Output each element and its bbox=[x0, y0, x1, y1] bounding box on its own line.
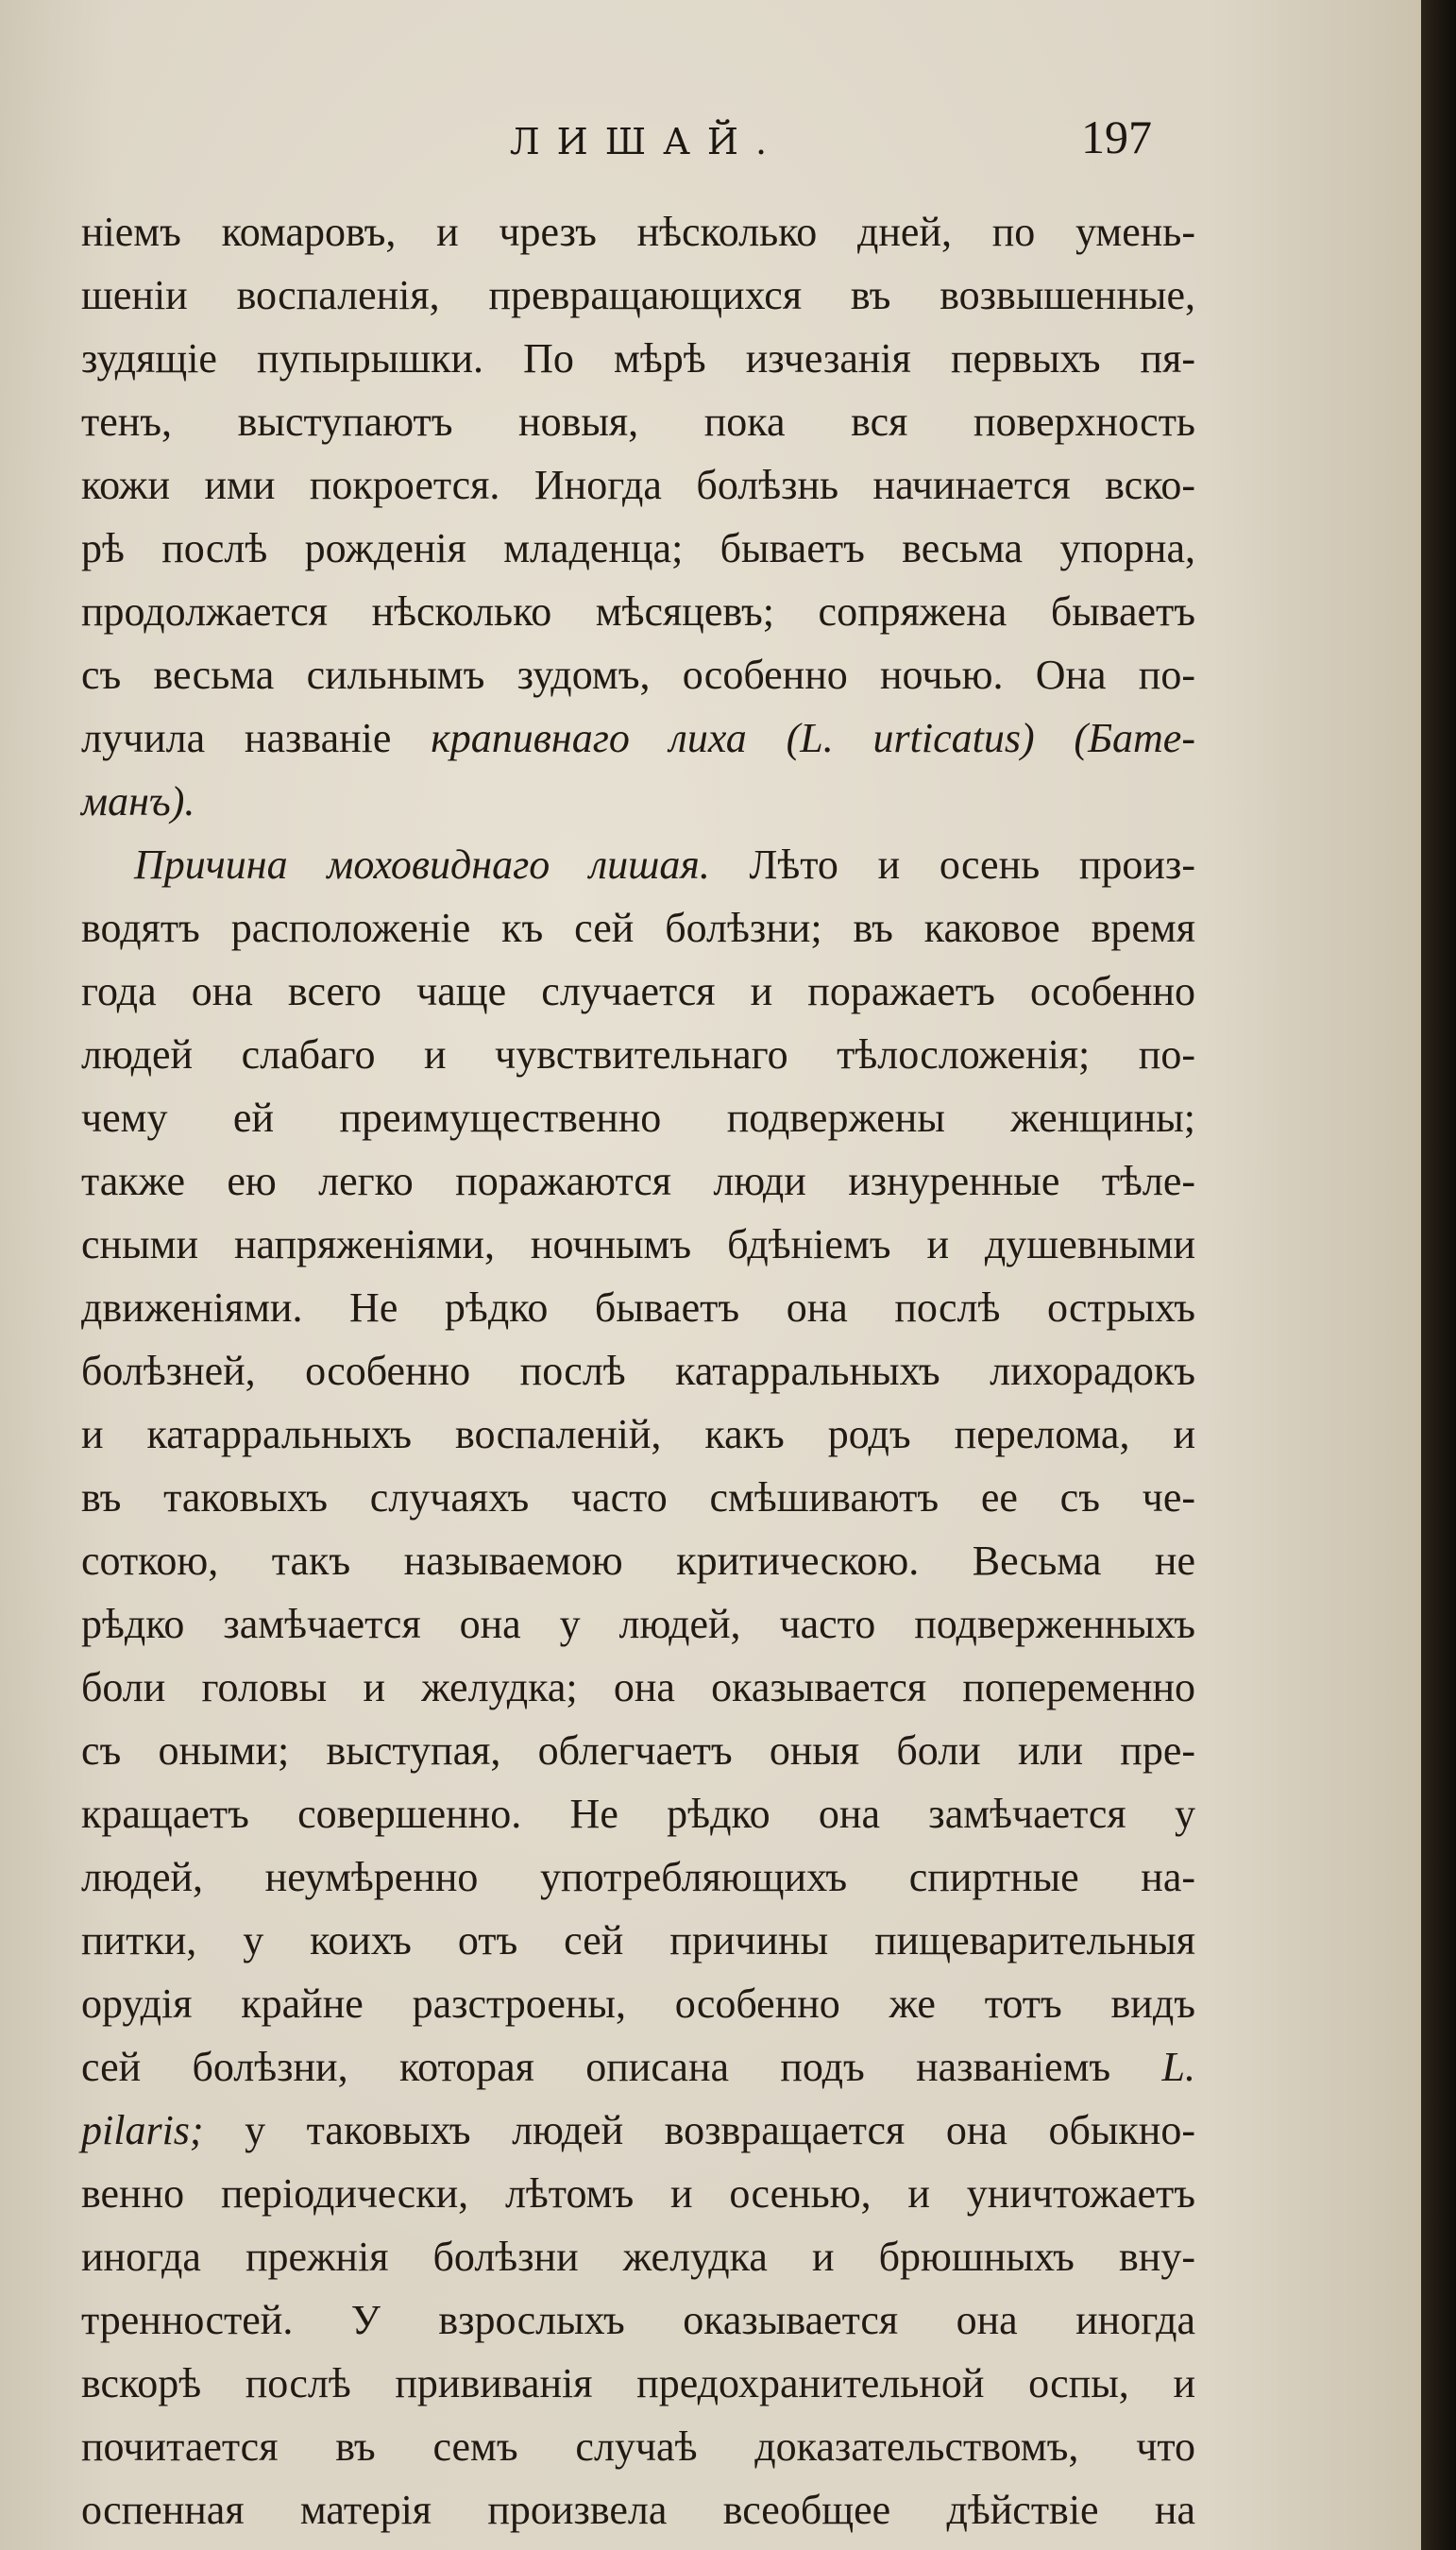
text-line bbox=[81, 2225, 1195, 2288]
text-line bbox=[81, 1592, 1195, 1656]
italic-text: манъ). bbox=[81, 778, 195, 824]
text-segment: почитается въ семъ случаѣ доказательствомъ, что bbox=[81, 2423, 1195, 2470]
text-segment: тенъ, выступаютъ новыя, пока вся поверхность bbox=[81, 399, 1195, 445]
text-line bbox=[81, 1656, 1195, 1719]
text-line bbox=[81, 1276, 1195, 1339]
text-line bbox=[81, 200, 1195, 264]
text-line bbox=[81, 833, 1195, 896]
text-line bbox=[81, 517, 1195, 580]
text-line bbox=[81, 264, 1195, 327]
text-line bbox=[81, 1023, 1195, 1086]
text-segment: питки, у коихъ отъ сей причины пищеварительныя bbox=[81, 1917, 1195, 1964]
text-segment: сей болѣзни, которая описана подъ названіемъ bbox=[81, 2044, 1162, 2090]
italic-text: L. bbox=[1161, 2044, 1195, 2090]
text-segment: рѣ послѣ рожденія младенца; бываетъ весьма упорна, bbox=[81, 525, 1195, 571]
text-segment: орудія крайне разстроены, особенно же тотъ видъ bbox=[81, 1980, 1195, 2027]
text-segment: Лѣто и осень произ- bbox=[709, 842, 1196, 888]
italic-text: Причина моховиднаго лишая. bbox=[134, 842, 710, 888]
text-line bbox=[81, 1402, 1195, 1466]
text-line bbox=[81, 580, 1195, 643]
text-line bbox=[81, 960, 1195, 1023]
italic-text: pilaris; bbox=[81, 2107, 204, 2153]
text-line bbox=[81, 1909, 1195, 1972]
paragraph bbox=[81, 833, 1195, 2542]
text-segment: оспенная матерія произвела всеобщее дѣйствіе на bbox=[81, 2487, 1195, 2533]
text-segment: водятъ расположеніе къ сей болѣзни; въ каковое время bbox=[81, 905, 1195, 951]
text-segment: лучила названіе bbox=[81, 715, 432, 761]
text-segment: кращаетъ совершенно. Не рѣдко она замѣчается у bbox=[81, 1791, 1195, 1837]
text-line bbox=[81, 327, 1195, 390]
text-segment: зудящіе пупырышки. По мѣрѣ изчезанія первыхъ пя- bbox=[81, 335, 1195, 382]
text-line bbox=[81, 2288, 1195, 2352]
text-line bbox=[81, 1466, 1195, 1529]
text-line bbox=[81, 1149, 1195, 1213]
text-line bbox=[81, 2352, 1195, 2415]
text-segment: съ оными; выступая, облегчаетъ оныя боли или пре- bbox=[81, 1727, 1195, 1774]
page-number: 197 bbox=[1081, 110, 1152, 163]
text-line bbox=[81, 1086, 1195, 1149]
text-line bbox=[81, 1529, 1195, 1592]
text-line bbox=[81, 390, 1195, 453]
text-segment: иногда прежнія болѣзни желудка и брюшныхъ вну- bbox=[81, 2234, 1195, 2280]
text-line bbox=[81, 896, 1195, 960]
text-segment: съ весьма сильнымъ зудомъ, особенно ночью. Она по- bbox=[81, 652, 1195, 698]
text-segment: шеніи воспаленія, превращающихся въ возвышенные, bbox=[81, 272, 1195, 318]
text-line bbox=[81, 1972, 1195, 2035]
text-line bbox=[81, 2162, 1195, 2225]
text-line bbox=[81, 1719, 1195, 1782]
text-segment: ніемъ комаровъ, и чрезъ нѣсколько дней, по умень- bbox=[81, 209, 1195, 255]
text-line bbox=[81, 2099, 1195, 2162]
paragraph bbox=[81, 200, 1195, 833]
text-segment: боли головы и желудка; она оказывается попеременно bbox=[81, 1664, 1195, 1710]
text-segment: движеніями. Не рѣдко бываетъ она послѣ острыхъ bbox=[81, 1284, 1195, 1331]
text-segment: венно періодически, лѣтомъ и осенью, и уничтожаетъ bbox=[81, 2170, 1195, 2217]
text-line bbox=[81, 1339, 1195, 1402]
text-line bbox=[81, 453, 1195, 517]
text-segment: соткою, такъ называемою критическою. Весьма не bbox=[81, 1538, 1195, 1584]
text-line bbox=[81, 1782, 1195, 1845]
text-segment: продолжается нѣсколько мѣсяцевъ; сопряжена бываетъ bbox=[81, 588, 1195, 635]
text-line bbox=[81, 2478, 1195, 2542]
text-line bbox=[81, 1213, 1195, 1276]
text-segment: вскорѣ послѣ прививанія предохранительной оспы, и bbox=[81, 2360, 1195, 2406]
text-segment: у таковыхъ людей возвращается она обыкно- bbox=[203, 2107, 1195, 2153]
text-line bbox=[81, 706, 1195, 770]
text-segment: людей слабаго и чувствительнаго тѣлосложенія; по- bbox=[81, 1031, 1195, 1078]
text-segment: людей, неумѣренно употребляющихъ спиртные на- bbox=[81, 1854, 1195, 1900]
text-segment: тренностей. У взрослыхъ оказывается она иногда bbox=[81, 2297, 1195, 2343]
text-segment: рѣдко замѣчается она у людей, часто подверженныхъ bbox=[81, 1601, 1195, 1647]
text-segment: года она всего чаще случается и поражаетъ особенно bbox=[81, 968, 1195, 1014]
text-line bbox=[81, 2035, 1195, 2099]
text-segment: въ таковыхъ случаяхъ часто смѣшиваютъ ее съ че- bbox=[81, 1474, 1195, 1521]
running-head: ЛИШАЙ. bbox=[509, 121, 785, 162]
text-line bbox=[81, 1845, 1195, 1909]
text-line bbox=[81, 770, 1195, 833]
text-segment: чему ей преимущественно подвержены женщины; bbox=[81, 1095, 1195, 1141]
page-edge-shadow bbox=[1421, 0, 1456, 2550]
body-text bbox=[81, 200, 1195, 2542]
text-segment: кожи ими покроется. Иногда болѣзнь начинается вско- bbox=[81, 462, 1195, 508]
text-segment: и катарральныхъ воспаленій, какъ родъ перелома, и bbox=[81, 1411, 1195, 1457]
text-segment: также ею легко поражаются люди изнуренные тѣле- bbox=[81, 1158, 1195, 1204]
text-segment: сными напряженіями, ночнымъ бдѣніемъ и душевными bbox=[81, 1221, 1195, 1267]
text-line bbox=[81, 643, 1195, 706]
text-segment: болѣзней, особенно послѣ катарральныхъ лихорадокъ bbox=[81, 1348, 1195, 1394]
italic-text: крапивнаго лиха (L. urticatus) (Бате- bbox=[431, 715, 1195, 761]
page-header bbox=[0, 110, 1421, 178]
text-line bbox=[81, 2415, 1195, 2478]
